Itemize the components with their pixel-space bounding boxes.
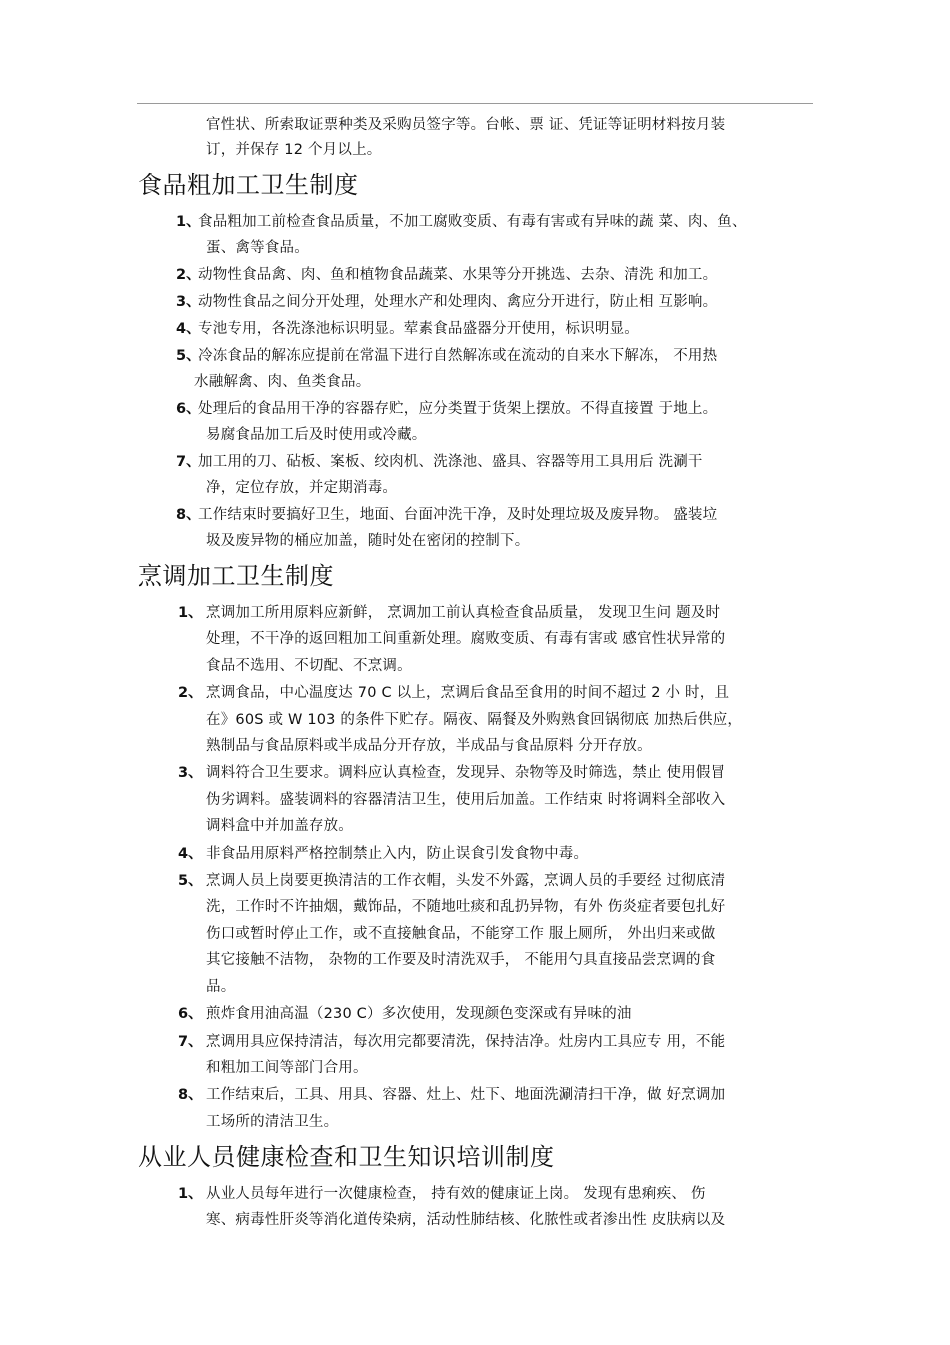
text-line: 工作结束后，工具、用具、容器、灶上、灶下、地面洗涮清扫干净，做 好烹调加 bbox=[206, 1087, 726, 1104]
item-number: 8、 bbox=[178, 1087, 203, 1104]
text-line: 官性状、所索取证票种类及采购员签字等。台帐、票 证、凭证等证明材料按月装 bbox=[206, 117, 726, 133]
item-number: 2、 bbox=[176, 267, 201, 283]
list-item bbox=[138, 343, 813, 395]
text-line: 工作结束时要搞好卫生，地面、台面冲洗干净，及时处理垃圾及废异物。 盛装垃 bbox=[198, 507, 718, 523]
item-number: 6、 bbox=[176, 401, 201, 417]
text-line: 烹调加工所用原料应新鲜， 烹调加工前认真检查食品质量， 发现卫生问 题及时 bbox=[206, 605, 721, 621]
text-line: 在》60S 或 W 103 的条件下贮存。隔夜、隔餐及外购熟食回锅彻底 加热后供应， bbox=[206, 711, 743, 728]
text-line: 圾及废异物的桶应加盖，随时处在密闭的控制下。 bbox=[206, 533, 530, 549]
list-item bbox=[138, 502, 813, 554]
list-item bbox=[138, 262, 813, 288]
text-line: 调料符合卫生要求。调料应认真检查，发现异、杂物等及时筛选，禁止 使用假冒 bbox=[206, 765, 726, 782]
item-number: 2、 bbox=[178, 685, 203, 702]
text-line: 订，并保存 12 个月以上。 bbox=[206, 142, 382, 158]
list-item bbox=[138, 1001, 813, 1027]
list-item bbox=[138, 396, 813, 448]
text-line: 易腐食品加工后及时使用或冷藏。 bbox=[206, 427, 427, 443]
section-cooking-processing bbox=[138, 560, 813, 1135]
text-line: 其它接触不洁物， 杂物的工作要及时清洗双手， 不能用勺具直接品尝烹调的食 bbox=[206, 952, 716, 969]
text-line: 食品不选用、不切配、不烹调。 bbox=[206, 657, 412, 674]
text-line: 烹调人员上岗要更换清洁的工作衣帽，头发不外露，烹调人员的手要经 过彻底清 bbox=[206, 873, 726, 890]
list-item bbox=[138, 316, 813, 342]
list-item bbox=[138, 600, 813, 679]
text-line: 品。 bbox=[206, 978, 236, 995]
list-item bbox=[138, 1181, 813, 1233]
item-number: 5、 bbox=[178, 873, 203, 890]
item-number: 5、 bbox=[176, 348, 201, 364]
item-number: 1、 bbox=[178, 1186, 203, 1203]
text-line: 和粗加工间等部门合用。 bbox=[206, 1059, 368, 1076]
section-rough-processing bbox=[138, 169, 813, 554]
list-item bbox=[138, 1082, 813, 1135]
text-line: 动物性食品禽、肉、鱼和植物食品蔬菜、水果等分开挑选、去杂、清洗 和加工。 bbox=[198, 267, 718, 283]
list-item bbox=[138, 449, 813, 501]
text-line: 洗，工作时不许抽烟，戴饰品，不随地吐痰和乱扔异物，有外 伤炎症者要包扎好 bbox=[206, 899, 726, 916]
list-item bbox=[138, 680, 813, 759]
item-number: 4、 bbox=[178, 845, 203, 862]
list-item bbox=[138, 868, 813, 1000]
text-line: 调料盒中并加盖存放。 bbox=[206, 818, 353, 835]
text-line: 熟制品与食品原料或半成品分开存放，半成品与食品原料 分开存放。 bbox=[206, 738, 652, 755]
section-title: 食品粗加工卫生制度 bbox=[138, 171, 359, 199]
item-number: 3、 bbox=[178, 765, 203, 782]
document-body bbox=[138, 113, 813, 1234]
item-number: 1、 bbox=[176, 214, 201, 230]
item-number: 4、 bbox=[176, 321, 201, 337]
text-line: 从业人员每年进行一次健康检查， 持有效的健康证上岗。 发现有患痢疾、 伤 bbox=[206, 1186, 706, 1203]
text-line: 煎炸食用油高温（230 C）多次使用，发现颜色变深或有异味的油 bbox=[206, 1006, 632, 1023]
header-rule bbox=[137, 103, 813, 104]
item-number: 8、 bbox=[176, 507, 201, 523]
item-number: 7、 bbox=[178, 1033, 203, 1050]
item-number: 3、 bbox=[176, 294, 201, 310]
item-number: 6、 bbox=[178, 1006, 203, 1023]
text-line: 处理后的食品用干净的容器存贮，应分类置于货架上摆放。不得直接置 于地上。 bbox=[198, 401, 718, 417]
list-item bbox=[138, 1029, 813, 1082]
item-number: 7、 bbox=[176, 454, 201, 470]
text-line: 水融解禽、肉、鱼类食品。 bbox=[194, 374, 371, 390]
text-line: 烹调用具应保持清洁，每次用完都要清洗，保持洁净。灶房内工具应专 用，不能 bbox=[206, 1033, 726, 1050]
item-number: 1、 bbox=[178, 605, 203, 621]
list-item bbox=[138, 289, 813, 315]
text-line: 非食品用原料严格控制禁止入内，防止误食引发食物中毒。 bbox=[206, 845, 589, 862]
text-line: 烹调食品，中心温度达 70 C 以上，烹调后食品至食用的时间不超过 2 小 时，且 bbox=[206, 685, 730, 702]
section-title: 从业人员健康检查和卫生知识培训制度 bbox=[138, 1143, 555, 1172]
text-line: 冷冻食品的解冻应提前在常温下进行自然解冻或在流动的自来水下解冻， 不用热 bbox=[198, 348, 718, 364]
continuation-paragraph bbox=[138, 113, 813, 163]
text-line: 加工用的刀、砧板、案板、绞肉机、洗涤池、盛具、容器等用工具用后 洗涮干 bbox=[198, 454, 703, 470]
text-line: 伪劣调料。盛装调料的容器清洁卫生，使用后加盖。工作结束 时将调料全部收入 bbox=[206, 791, 726, 808]
section-health-check-training bbox=[138, 1141, 813, 1233]
section-title: 烹调加工卫生制度 bbox=[138, 562, 334, 590]
text-line: 动物性食品之间分开处理，处理水产和处理肉、禽应分开进行，防止相 互影响。 bbox=[198, 294, 718, 310]
text-line: 处理，不干净的返回粗加工间重新处理。腐败变质、有毒有害或 感官性状异常的 bbox=[206, 631, 726, 648]
text-line: 专池专用，各洗涤池标识明显。荤素食品盛器分开使用，标识明显。 bbox=[198, 321, 639, 337]
text-line: 蛋、禽等食品。 bbox=[206, 240, 309, 256]
text-line: 寒、病毒性肝炎等消化道传染病，活动性肺结核、化脓性或者渗出性 皮肤病以及 bbox=[206, 1212, 726, 1229]
text-line: 净，定位存放，并定期消毒。 bbox=[206, 480, 398, 496]
list-item bbox=[138, 841, 813, 867]
text-line: 工场所的清洁卫生。 bbox=[206, 1113, 339, 1130]
list-item bbox=[138, 209, 813, 261]
list-item bbox=[138, 760, 813, 839]
text-line: 伤口或暂时停止工作，或不直接触食品，不能穿工作 服上厕所， 外出归来或做 bbox=[206, 925, 716, 942]
text-line: 食品粗加工前检查食品质量，不加工腐败变质、有毒有害或有异味的蔬 菜、肉、鱼、 bbox=[198, 214, 747, 230]
